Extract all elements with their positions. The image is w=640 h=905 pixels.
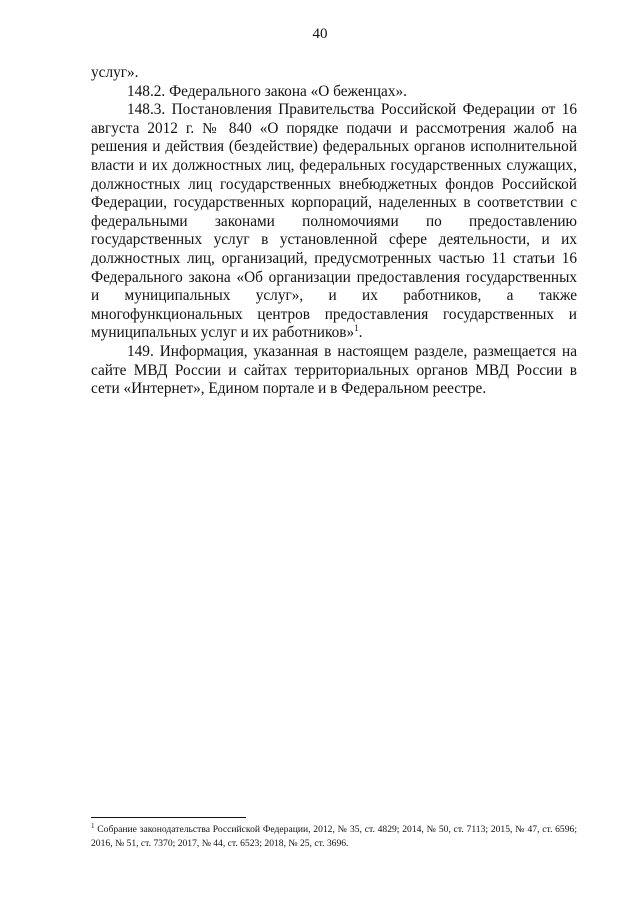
document-body	[91, 64, 577, 399]
footnote-text: Собрание законодательства Российской Федерации, 2012, № 35, ст. 4829; 2014, № 50, ст. 7113; 2015, № 47, ст. 6596; 2016, № 51, ст. 7370; 2017, № 44, ст. 6523; 2018, № 25, ст. 3696.	[91, 824, 577, 849]
paragraph-continuation: услуг».	[91, 64, 139, 81]
paragraph-148-3	[91, 101, 577, 343]
footnote-reference: 1	[354, 323, 359, 334]
paragraph-148-2: 148.2. Федерального закона «О беженцах».	[127, 82, 407, 100]
footnote-marker: 1	[91, 821, 95, 830]
page-number: 40	[312, 26, 328, 42]
footnote-separator	[91, 817, 246, 818]
paragraph-148-3-end: .	[358, 324, 363, 342]
footnote	[91, 823, 577, 851]
paragraph-149: 149. Информация, указанная в настоящем разделе, размещается на сайте МВД России и сайтах территориальных органов МВД России в сети «Интернет», Едином портале и в Федеральном реестре.	[91, 342, 577, 398]
paragraph-148-3-text: 148.3. Постановления Правительства Российской Федерации от 16 августа 2012 г. № 840 «О порядке подачи и рассмотрения жалоб на решения и действия (бездействие) федеральных органов исполнительной власти и их должностных лиц, федеральных государственных служащих, должностных лиц государственных внебюджетных фондов Российской Федерации, государственных корпораций, наделенных в соответствии с федеральными законами полномочиями по предоставлению государственных услуг в установленной сфере деятельности, и их должностных лиц, организаций, предусмотренных частью 11 статьи 16 Федерального закона «Об организации предоставления государственных и муниципальных услуг», и их работников, а также многофункциональных центров предоставления государственных и муниципальных услуг и их работников»	[91, 101, 577, 342]
